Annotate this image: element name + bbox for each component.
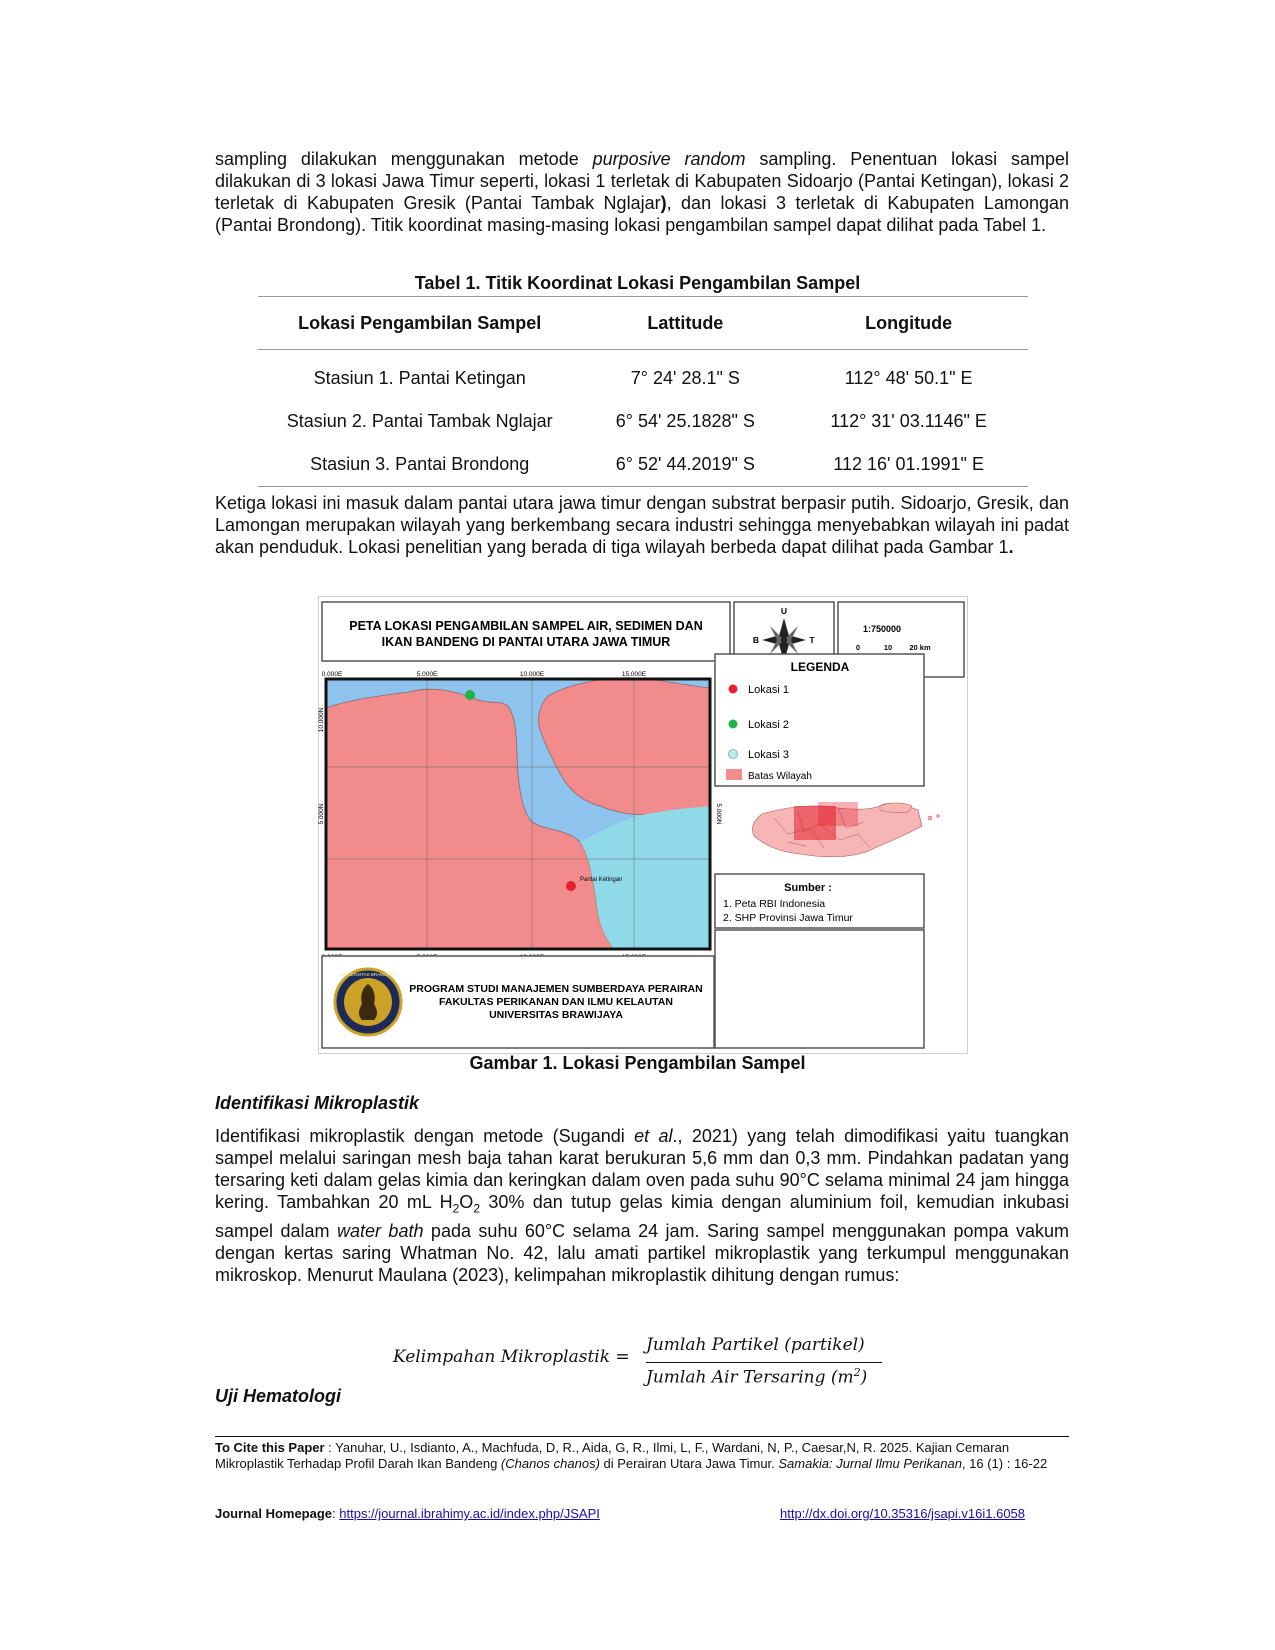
cite-text: di Perairan Utara Jawa Timur. [599, 1456, 779, 1471]
legend-title: LEGENDA [790, 660, 850, 674]
table-row [258, 400, 1028, 443]
para3-text: ., 2021) yang telah dimodifikasi yaitu tuangkan sampel melalui saringan mesh baja tahan karat berukuran 5,6 mm dan 0,3 mm. Pindahkan padatan yang tersaring keti dalam gelas kimia dan keringkan dalam oven pada suhu 90°C selama minimal 24 jam hingga kering. Tambahkan 20 mL H [215, 1126, 1069, 1212]
scale-tick-0: 0 [855, 643, 861, 652]
section-heading-identifikasi: Identifikasi Mikroplastik [215, 1093, 420, 1113]
x-tick: 0.000E [321, 671, 343, 678]
study-area-paragraph [215, 492, 1069, 558]
scale-tick-20: 20 km [909, 643, 931, 652]
table-header-cell: Longitude [789, 297, 1028, 350]
para3-text: pada suhu 60°C selama 24 jam. Saring sampel menggunakan pompa vakum dengan kertas saring Whatman No. 42, lalu amati partikel mikroplastik yang terkumpul menggunakan mikroskop. Menurut Maulana (2023), kelimpahan mikroplastik dihitung dengan rumus: [215, 1220, 1070, 1285]
legend-item: Lokasi 3 [748, 749, 789, 761]
legend-item: Batas Wilayah [748, 771, 812, 782]
compass-n-label: U [780, 606, 788, 616]
university-logo [335, 969, 401, 1035]
y-tick: 5.000N [715, 803, 722, 825]
table-cell: 112 16' 01.1991" E [789, 443, 1028, 487]
compass-e-label: T [809, 635, 815, 645]
journal-homepage: Journal Homepage: https://journal.ibrahimy.ac.id/index.php/JSAPI [215, 1506, 600, 1521]
homepage-label: Journal Homepage [215, 1506, 333, 1521]
formula-denominator-close: ) [860, 1367, 868, 1388]
place-label: Pantai Ketingan [580, 877, 623, 883]
compass-w-label: B [752, 635, 760, 645]
legend-lokasi-3-icon [729, 750, 738, 759]
para1-text-3: , dan lokasi 3 terletak di Kabupaten Lamongan (Pantai Brondong). Titik koordinat masing-masing lokasi pengambilan sampel dapat dilihat pada Tabel 1. [215, 193, 1069, 235]
x-tick: 15.000E [621, 671, 647, 678]
table-row [258, 443, 1028, 487]
x-tick: 5.000E [416, 671, 438, 678]
para3-text: O [459, 1192, 474, 1212]
section-heading-hematologi: Uji Hematologi [215, 1386, 342, 1406]
para2-end: . [1008, 537, 1014, 557]
lokasi-2-marker [465, 690, 475, 700]
legend-item: Lokasi 1 [748, 684, 789, 696]
homepage-link[interactable]: https://journal.ibrahimy.ac.id/index.php/JSAPI [339, 1506, 600, 1521]
para2-text: Ketiga lokasi ini masuk dalam pantai utara jawa timur dengan substrat berpasir putih. Sidoarjo, Gresik, dan Lamongan merupakan wilayah yang berkembang secara industri sehingga menyebabkan wilayah ini padat akan penduduk. Lokasi penelitian yang berada di tiga wilayah berbeda dapat dilihat pada Gambar 1 [215, 493, 1069, 557]
scale-ratio: 1:750000 [862, 624, 902, 634]
cite-journal: Samakia: Jurnal Ilmu Perikanan [778, 1456, 962, 1471]
figure-caption: Gambar 1. Lokasi Pengambilan Sampel [469, 1053, 806, 1073]
institution-line: PROGRAM STUDI MANAJEMEN SUMBERDAYA PERAIRAN [409, 983, 703, 995]
lokasi-1-marker [566, 881, 576, 891]
para1-text-2: sampling. Penentuan lokasi sampel dilakukan di 3 lokasi Jawa Timur seperti, lokasi 1 terletak di Kabupaten Sidoarjo (Pantai Ketingan), lokasi 2 terletak di Kabupaten Gresik (Pantai Tambak Nglajar [215, 149, 1069, 213]
source-item: 1. Peta RBI Indonesia [723, 898, 826, 910]
table-header-row [258, 297, 1028, 350]
citation-block [215, 1440, 1069, 1472]
table-cell: 112° 31' 03.1146" E [830, 411, 987, 431]
table-cell: Stasiun 1. Pantai Ketingan [313, 368, 526, 388]
para1-text-1: sampling dilakukan menggunakan metode [215, 149, 593, 169]
para3-text: Identifikasi mikroplastik dengan metode (Sugandi [215, 1126, 635, 1146]
para3-subscript: 2 [473, 1201, 480, 1216]
cite-species: (Chanos chanos) [500, 1456, 600, 1471]
formula-numerator: Jumlah Partikel (partikel) [646, 1335, 865, 1355]
logo-text: UNIVERSITAS BRAWIJAYA [339, 972, 397, 977]
formula-superscript: 2 [853, 1366, 861, 1379]
para1-bold: ) [660, 193, 667, 213]
map-title-line2: IKAN BANDENG DI PANTAI UTARA JAWA TIMUR [381, 635, 671, 649]
formula-denominator [646, 1366, 867, 1388]
method-paragraph [215, 1125, 1069, 1286]
y-tick: 5.000N [318, 803, 325, 825]
doi-block [780, 1506, 1080, 1522]
legend-item: Lokasi 2 [748, 719, 789, 731]
y-tick: 10.000N [318, 707, 325, 733]
table-header-cell: Lokasi Pengambilan Sampel [258, 297, 581, 350]
legend-batas-icon [726, 769, 742, 780]
coordinates-table [258, 296, 1028, 487]
table-row [258, 350, 1028, 401]
map-figure [318, 596, 968, 1054]
formula-lhs: Kelimpahan Mikroplastik = [393, 1347, 630, 1367]
table-cell: 7° 24' 28.1" S [630, 368, 740, 388]
table-cell: 6° 54' 25.1828" S [615, 411, 755, 431]
table-caption: Tabel 1. Titik Koordinat Lokasi Pengambilan Sampel [414, 273, 861, 293]
doi-link[interactable]: http://dx.doi.org/10.35316/jsapi.v16i1.6058 [780, 1506, 1026, 1521]
table-cell: 112° 48' 50.1" E [844, 368, 973, 388]
footer-rule [215, 1436, 1069, 1437]
source-title: Sumber : [784, 882, 832, 894]
source-item: 2. SHP Provinsi Jawa Timur [723, 912, 853, 924]
formula-fraction-bar [646, 1362, 882, 1363]
map-title-line1: PETA LOKASI PENGAMBILAN SAMPEL AIR, SEDIMEN DAN [349, 619, 703, 633]
para3-subscript: 2 [452, 1201, 460, 1216]
para1-italic: purposive random [592, 149, 746, 169]
para3-italic: et al [634, 1126, 673, 1146]
para3-italic: water bath [336, 1220, 424, 1241]
table-header-cell: Lattitude [581, 297, 789, 350]
formula-denominator-text: Jumlah Air Tersaring (m [646, 1367, 854, 1388]
x-tick: 10.000E [519, 671, 545, 678]
para3-text: 30% dan tutup gelas kimia dengan aluminium foil, kemudian inkubasi sampel dalam [215, 1192, 1070, 1241]
cite-label: To Cite this Paper [215, 1440, 325, 1455]
table-cell: Stasiun 3. Pantai Brondong [258, 443, 581, 487]
institution-line: UNIVERSITAS BRAWIJAYA [489, 1009, 623, 1021]
legend-lokasi-2-icon [729, 720, 738, 729]
cite-volume: , 16 (1) : 16-22 [961, 1456, 1048, 1471]
scale-tick-10: 10 [883, 643, 893, 652]
cite-text: : Yanuhar, U., Isdianto, A., Machfuda, D, R., Aida, G, R., Ilmi, L, F., Wardani, N, P., Caesar,N, R. 2025. Kajian Cemaran Mikroplastik Terhadap Profil Darah Ikan Bandeng [215, 1440, 1010, 1471]
map-main-panel [326, 678, 710, 949]
table-cell: Stasiun 2. Pantai Tambak Nglajar [286, 411, 553, 431]
table-cell: 6° 52' 44.2019" S [581, 443, 789, 487]
legend-lokasi-1-icon [729, 685, 738, 694]
intro-paragraph [215, 148, 1069, 236]
institution-line: FAKULTAS PERIKANAN DAN ILMU KELAUTAN [439, 996, 673, 1008]
